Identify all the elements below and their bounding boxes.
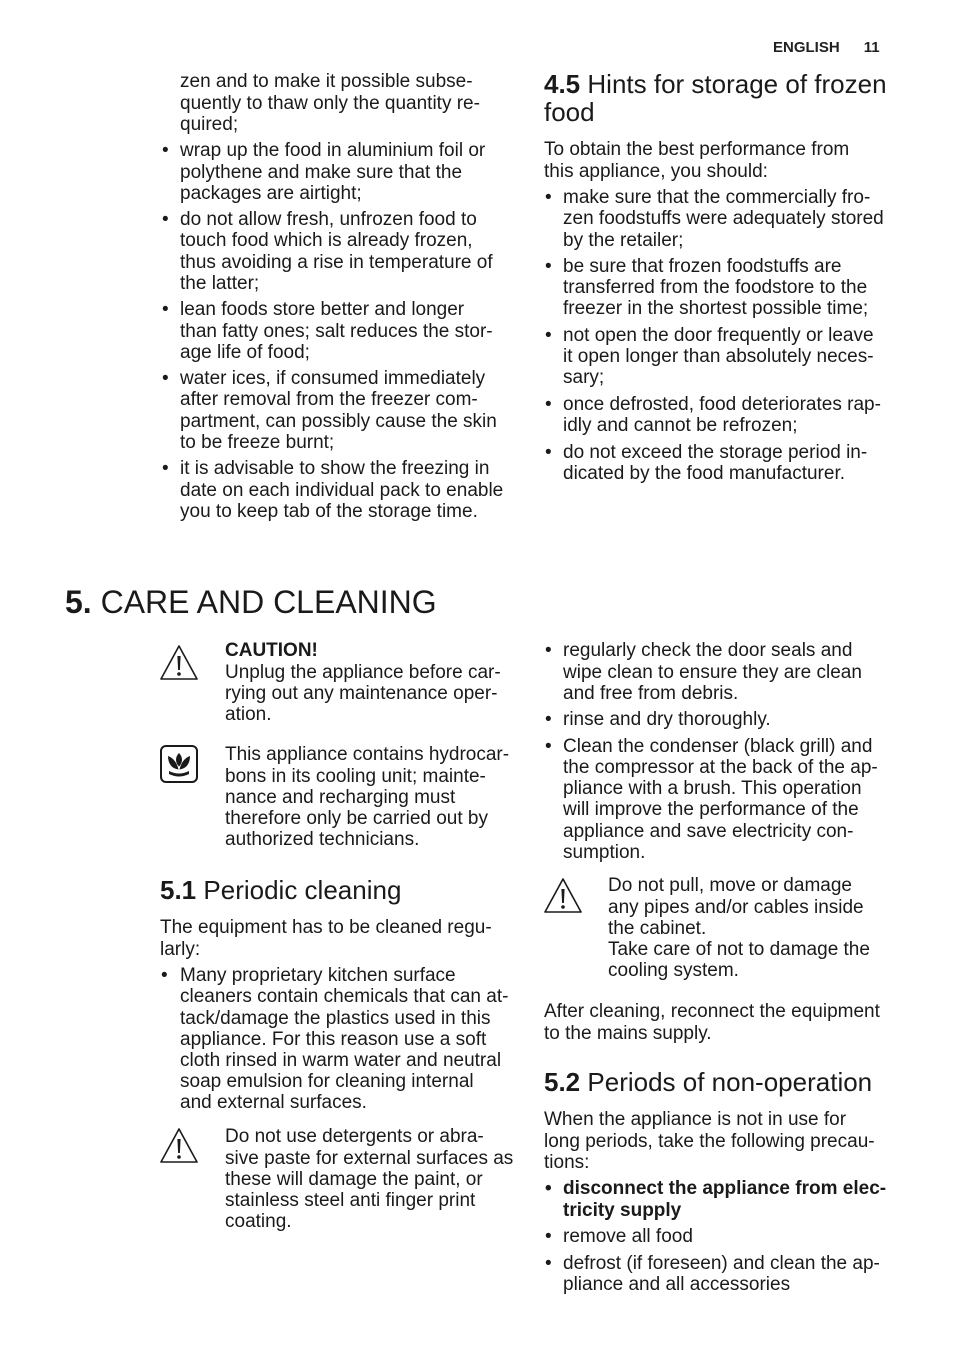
list-item: • defrost (if foreseen) and clean the ap- pliance and all accessories bbox=[544, 1253, 886, 1295]
list-item: • not open the door frequently or leave it open longer than absolutely neces- sary; bbox=[544, 325, 884, 389]
caution-text: Unplug the appliance before car- rying out any maintenance oper- ation. bbox=[225, 661, 501, 725]
detergent-warning-text: Do not use detergents or abra- sive paste for external surfaces as these will damage the paint, or stainless steel anti finger print coating. bbox=[225, 1126, 514, 1233]
caution-note bbox=[225, 640, 501, 725]
list-item: • remove all food bbox=[544, 1226, 886, 1247]
storage-hints bbox=[544, 139, 884, 484]
warning-triangle-icon bbox=[159, 1127, 199, 1164]
caution-label: CAUTION! bbox=[225, 640, 318, 662]
eco-plant-icon bbox=[160, 745, 198, 783]
warning-triangle-icon bbox=[543, 877, 583, 914]
freezing-tips-list bbox=[161, 71, 503, 522]
chapter-heading bbox=[65, 582, 437, 622]
section-number: 5.2 bbox=[544, 1067, 581, 1097]
chapter-title: CARE AND CLEANING bbox=[100, 584, 437, 620]
non-operation-intro: When the appliance is not in use for long periods, take the following precau- tions: bbox=[544, 1109, 875, 1173]
page-number: 11 bbox=[863, 39, 880, 56]
section-number: 4.5 bbox=[544, 69, 581, 99]
list-item: • wrap up the food in aluminium foil or polythene and make sure that the packages are airtight; bbox=[161, 140, 503, 204]
warning-triangle-icon bbox=[159, 644, 199, 681]
list-item: • rinse and dry thoroughly. bbox=[544, 709, 878, 730]
list-item: • disconnect the appliance from elec- tricity supply bbox=[544, 1178, 886, 1220]
section-4-5-heading bbox=[544, 70, 887, 126]
section-title: Periodic cleaning bbox=[203, 875, 402, 905]
section-number: 5.1 bbox=[160, 875, 197, 905]
list-item: • lean foods store better and longer than fatty ones; salt reduces the stor- age life of food; bbox=[161, 299, 503, 363]
freezing-tip-continuation: zen and to make it possible subse- quently to thaw only the quantity re- quired; bbox=[180, 71, 480, 135]
cleaning-list bbox=[544, 640, 878, 863]
storage-hints-intro: To obtain the best performance from this appliance, you should: bbox=[544, 139, 850, 182]
after-cleaning-text: After cleaning, reconnect the equipment to the mains supply. bbox=[544, 1001, 880, 1044]
list-item: • do not exceed the storage period in- dicated by the food manufacturer. bbox=[544, 442, 884, 484]
periodic-cleaning-intro: The equipment has to be cleaned regu- larly: bbox=[160, 917, 492, 960]
section-5-1-heading bbox=[160, 876, 401, 904]
section-title: Hints for storage of frozen food bbox=[544, 69, 887, 127]
section-title: Periods of non-operation bbox=[587, 1067, 873, 1097]
list-item: • make sure that the commercially fro- zen foodstuffs were adequately stored by the retailer; bbox=[544, 187, 884, 251]
list-item: • be sure that frozen foodstuffs are transferred from the foodstore to the freezer in the shortest possible time; bbox=[544, 256, 884, 320]
list-item: • Many proprietary kitchen surface cleaners contain chemicals that can at- tack/damage the plastics used in this appliance. For this reason use a soft cloth rinsed in warm water and neutral soap emulsion for cleaning internal and external surfaces. bbox=[160, 965, 508, 1113]
periodic-cleaning bbox=[160, 917, 508, 1113]
page-header bbox=[773, 38, 880, 58]
list-item: • it is advisable to show the freezing in date on each individual pack to enable you to keep tab of the storage time. bbox=[161, 458, 503, 522]
non-operation bbox=[544, 1109, 886, 1295]
environment-note-text: This appliance contains hydrocar- bons in its cooling unit; mainte- nance and recharging must therefore only be carried out by authorized technicians. bbox=[225, 744, 510, 851]
header-language: ENGLISH bbox=[773, 39, 840, 56]
cabinet-warning-text: Do not pull, move or damage any pipes and/or cables inside the cabinet. Take care of not to damage the cooling system. bbox=[608, 875, 870, 982]
list-item: • Clean the condenser (black grill) and the compressor at the back of the ap- pliance with a brush. This operation will improve the performance of the appliance and save electricity con- sumption. bbox=[544, 736, 878, 863]
list-item: • regularly check the door seals and wipe clean to ensure they are clean and free from debris. bbox=[544, 640, 878, 704]
list-item: • once defrosted, food deteriorates rap- idly and cannot be refrozen; bbox=[544, 394, 884, 436]
list-item: • water ices, if consumed immediately after removal from the freezer com- partment, can possibly cause the skin to be freeze burnt; bbox=[161, 368, 503, 453]
list-item: • do not allow fresh, unfrozen food to touch food which is already frozen, thus avoiding a rise in temperature of the latter; bbox=[161, 209, 503, 294]
section-5-2-heading bbox=[544, 1068, 872, 1096]
chapter-number: 5. bbox=[65, 584, 92, 620]
